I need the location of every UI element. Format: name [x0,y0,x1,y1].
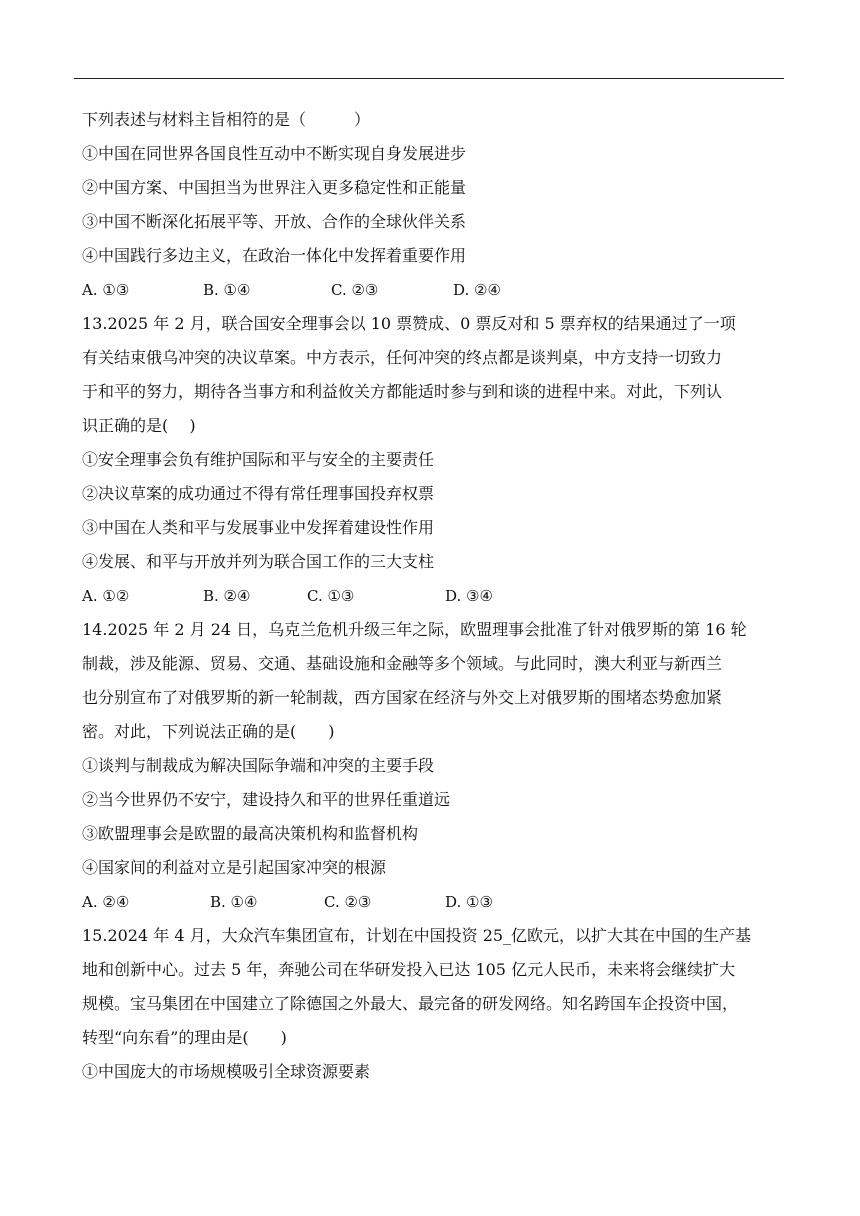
q14-option-a: A. ②④ [82,893,130,911]
q13-item-4: ④发展、和平与开放并列为联合国工作的三大支柱 [82,552,435,571]
q13-option-b: B. ②④ [203,587,251,605]
q15-stem-line-3: 规模。宝马集团在中国建立了除德国之外最大、最完备的研发网络。知名跨国车企投资中国， [82,994,739,1013]
header-rule [74,78,784,79]
q13-option-a: A. ①② [82,587,130,605]
q14-option-c: C. ②③ [324,893,372,911]
q13-stem-line-4: 识正确的是( ) [82,416,196,435]
document-body [82,103,782,1089]
q13-stem-line-1: 13.2025 年 2 月，联合国安全理事会以 10 票赞成、0 票反对和 5 票弃权的结果通过了一项 [82,314,736,333]
q14-options [82,885,782,919]
q14-stem-line-1: 14.2025 年 2 月 24 日，乌克兰危机升级三年之际，欧盟理事会批准了针对俄罗斯的第 16 轮 [82,620,747,639]
q12-option-c: C. ②③ [331,281,379,299]
q12-item-4: ④中国践行多边主义，在政治一体化中发挥着重要作用 [82,246,467,265]
q13-option-d: D. ③④ [445,587,493,605]
q15-stem-line-1: 15.2024 年 4 月，大众汽车集团宣布，计划在中国投资 25_亿欧元，以扩大其在中国的生产基 [82,926,752,945]
q13-stem-line-3: 于和平的努力，期待各当事方和利益攸关方都能适时参与到和谈的进程中来。对此，下列认 [82,382,723,401]
q12-item-2: ②中国方案、中国担当为世界注入更多稳定性和正能量 [82,178,467,197]
q14-item-3: ③欧盟理事会是欧盟的最高决策机构和监督机构 [82,824,419,843]
q14-item-1: ①谈判与制裁成为解决国际争端和冲突的主要手段 [82,756,435,775]
q14-item-4: ④国家间的利益对立是引起国家冲突的根源 [82,858,387,877]
q13-item-3: ③中国在人类和平与发展事业中发挥着建设性作用 [82,518,435,537]
q15-stem-line-4: 转型“向东看”的理由是( ) [82,1028,287,1047]
q13-item-2: ②决议草案的成功通过不得有常任理事国投弃权票 [82,484,435,503]
q15-stem-line-2: 地和创新中心。过去 5 年，奔驰公司在华研发投入已达 105 亿元人民币，未来将会继续扩大 [82,960,736,979]
q12-option-d: D. ②④ [453,281,501,299]
q12-options [82,273,782,307]
q14-stem-line-2: 制裁，涉及能源、贸易、交通、基础设施和金融等多个领域。与此同时，澳大利亚与新西兰 [82,654,723,673]
q13-options [82,579,782,613]
q12-prompt: 下列表述与材料主旨相符的是（ ） [82,110,371,129]
q15-item-1: ①中国庞大的市场规模吸引全球资源要素 [82,1062,371,1081]
q13-option-c: C. ①③ [307,587,355,605]
q14-option-b: B. ①④ [210,893,258,911]
q14-option-d: D. ①③ [445,893,493,911]
q13-item-1: ①安全理事会负有维护国际和平与安全的主要责任 [82,450,435,469]
q12-option-a: A. ①③ [82,281,130,299]
q14-stem-line-3: 也分别宣布了对俄罗斯的新一轮制裁，西方国家在经济与外交上对俄罗斯的围堵态势愈加紧 [82,688,723,707]
q12-item-3: ③中国不断深化拓展平等、开放、合作的全球伙伴关系 [82,212,467,231]
q14-item-2: ②当今世界仍不安宁，建设持久和平的世界任重道远 [82,790,451,809]
q12-option-b: B. ①④ [203,281,251,299]
q14-stem-line-4: 密。对此，下列说法正确的是( ) [82,722,335,741]
q12-item-1: ①中国在同世界各国良性互动中不断实现自身发展进步 [82,144,467,163]
q13-stem-line-2: 有关结束俄乌冲突的决议草案。中方表示，任何冲突的终点都是谈判桌，中方支持一切致力 [82,348,723,367]
